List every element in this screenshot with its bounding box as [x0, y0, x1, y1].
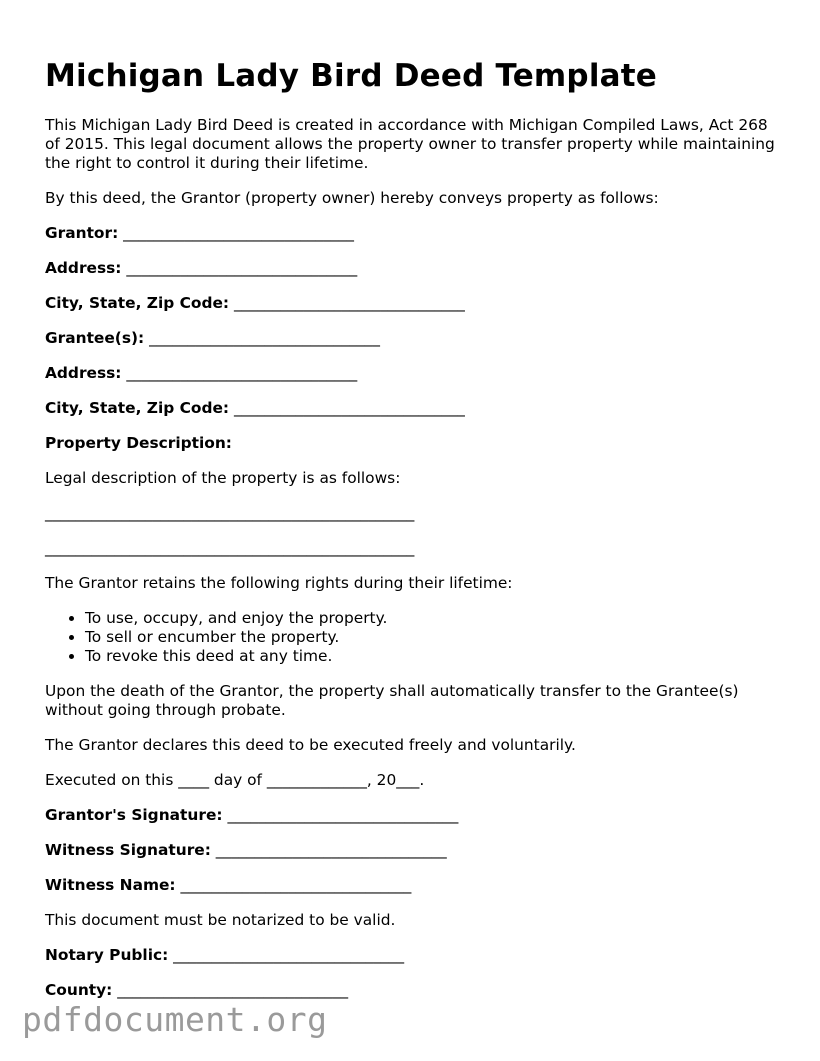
notary-public-field[interactable]	[45, 946, 785, 965]
notarize-note: This document must be notarized to be valid.	[45, 911, 396, 929]
grantor-address-field[interactable]	[45, 259, 785, 278]
grantee-blank[interactable]: ______________________________	[144, 329, 380, 347]
grantor-signature-label: Grantor's Signature:	[45, 806, 223, 824]
witness-name-label: Witness Name:	[45, 876, 176, 894]
witness-name-blank[interactable]: ______________________________	[175, 876, 412, 894]
county-blank[interactable]: ______________________________	[112, 981, 349, 999]
county-label: County:	[45, 981, 113, 999]
list-item: • To revoke this deed at any time.	[85, 647, 785, 666]
free-will-statement: The Grantor declares this deed to be executed freely and voluntarily.	[45, 736, 576, 754]
grantee-city-state-zip-label: City, State, Zip Code:	[45, 399, 230, 417]
grantor-city-state-zip-label: City, State, Zip Code:	[45, 294, 230, 312]
notary-public-blank[interactable]: ______________________________	[168, 946, 405, 964]
watermark: pdfdocument.org	[22, 1000, 328, 1039]
rights-intro: The Grantor retains the following rights during their lifetime:	[45, 574, 513, 592]
deed-document	[45, 52, 785, 1016]
rights-list	[45, 609, 785, 666]
executed-date-line[interactable]: Executed on this ____ day of _____________, 20___.	[45, 771, 425, 789]
legal-description-line-1[interactable]: ________________________________________________	[45, 504, 415, 522]
county-field[interactable]	[45, 981, 785, 1000]
property-description-heading: Property Description:	[45, 434, 232, 452]
page-title: Michigan Lady Bird Deed Template	[45, 58, 658, 94]
witness-signature-label: Witness Signature:	[45, 841, 211, 859]
grantor-city-state-zip-blank[interactable]: ______________________________	[229, 294, 465, 312]
witness-signature-blank[interactable]: ______________________________	[210, 841, 447, 859]
grantor-blank[interactable]: ______________________________	[118, 224, 355, 242]
grantee-city-state-zip-blank[interactable]: ______________________________	[229, 399, 465, 417]
notary-public-label: Notary Public:	[45, 946, 169, 964]
grantee-address-label: Address:	[45, 364, 122, 382]
grantee-label: Grantee(s):	[45, 329, 145, 347]
list-item: • To use, occupy, and enjoy the property.	[85, 609, 785, 628]
witness-signature-field[interactable]	[45, 841, 785, 860]
witness-name-field[interactable]	[45, 876, 785, 895]
grantor-label: Grantor:	[45, 224, 119, 242]
grantee-address-field[interactable]	[45, 364, 785, 383]
grantor-signature-field[interactable]	[45, 806, 785, 825]
grantor-signature-blank[interactable]: ______________________________	[222, 806, 459, 824]
legal-description-line-2[interactable]: ________________________________________________	[45, 539, 415, 557]
death-clause: Upon the death of the Grantor, the property shall automatically transfer to the Grantee(s) without going through probate.	[45, 682, 739, 719]
grantee-address-blank[interactable]: ______________________________	[121, 364, 358, 382]
grantor-address-label: Address:	[45, 259, 122, 277]
grantee-city-state-zip-field[interactable]	[45, 399, 785, 418]
grantor-city-state-zip-field[interactable]	[45, 294, 785, 313]
intro-paragraph: This Michigan Lady Bird Deed is created in accordance with Michigan Compiled Laws, Act 268 of 2015. This legal document allows the property owner to transfer property while maintaining the right to control it during their lifetime.	[45, 116, 775, 172]
grantor-address-blank[interactable]: ______________________________	[121, 259, 358, 277]
legal-description-intro: Legal description of the property is as follows:	[45, 469, 401, 487]
conveyance-paragraph: By this deed, the Grantor (property owner) hereby conveys property as follows:	[45, 189, 659, 207]
grantor-field[interactable]	[45, 224, 785, 243]
grantee-field[interactable]	[45, 329, 785, 348]
list-item: • To sell or encumber the property.	[85, 628, 785, 647]
